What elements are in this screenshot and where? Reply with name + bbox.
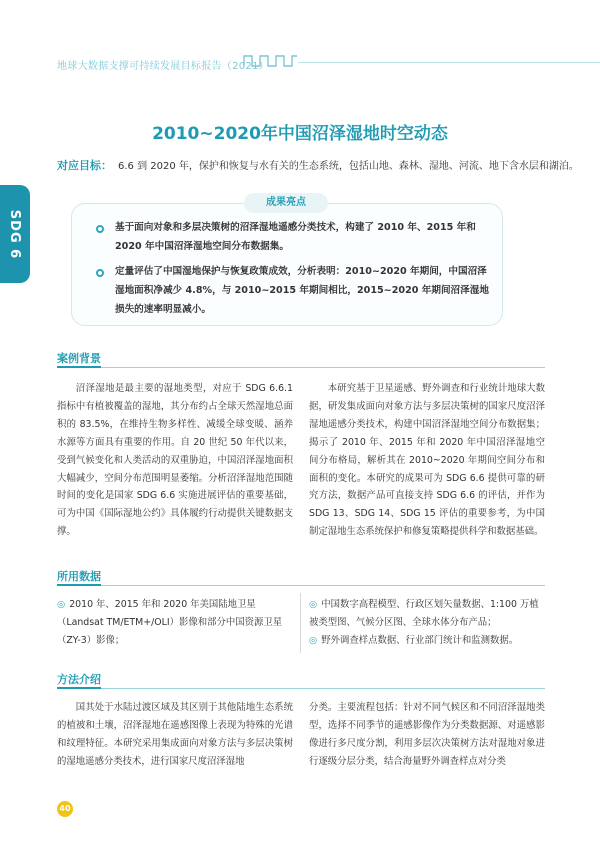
section-heading-background: 案例背景 (57, 352, 101, 365)
section-heading-method: 方法介绍 (57, 673, 101, 686)
header-decoration-icon (243, 53, 298, 67)
section-rule-accent (57, 366, 101, 368)
section-rule-accent (57, 584, 101, 586)
section-rule (57, 367, 545, 368)
data-item-2-text: 中国数字高程模型、行政区划矢量数据、1:100 万植被类型图、气候分区图、全球水体分布产品； (309, 599, 539, 628)
data-item-2 (309, 596, 545, 632)
circle-bullet-icon: ◎ (309, 635, 318, 646)
header-rule (298, 62, 600, 63)
highlight-item-1: 基于面向对象和多层决策树的沼泽湿地遥感分类技术，构建了 2010 年、2015 年和 2020 年中国沼泽湿地空间分布数据集。 (115, 222, 476, 252)
bullet-icon (96, 269, 104, 277)
section-rule (57, 585, 545, 586)
target-label: 对应目标： (57, 159, 112, 172)
column-divider (300, 593, 301, 653)
target-text: 6.6 到 2020 年，保护和恢复与水有关的生态系统，包括山地、森林、湿地、河流、地下含水层和湖泊。 (118, 161, 579, 172)
section-rule (57, 688, 545, 689)
method-paragraph-right: 分类。主要流程包括：针对不同气候区和不同沼泽湿地类型，选择不同季节的遥感影像作为分类数据源、对遥感影像进行多尺度分割，利用多层次决策树方法对湿地对象进行逐级分层分类，结合海量野外调查样点对分类 (309, 702, 545, 767)
background-paragraph-left: 沼泽湿地是最主要的湿地类型，对应于 SDG 6.6.1 指标中有植被覆盖的湿地，其分布约占全球天然湿地总面积的 83.5%，在维持生物多样性、减缓全球变暖、涵养水源等方面具有重要的作用。自 20 世纪 50 年代以来，受到气候变化和人类活动的双重胁迫，中国沼泽湿地面积大幅减少，空间分布范围明显萎缩。分析沼泽湿地范围随时间的变化是国家 SDG 6.6 实施进展评估的重要基础，可为中国《国际湿地公约》具体履约行动提供关键数据支撑。 (57, 383, 293, 538)
highlight-item-2: 定量评估了中国湿地保护与恢复政策成效，分析表明：2010~2020 年期间，中国沼泽湿地面积净减少 4.8%，与 2010~2015 年期间相比，2015~2020 年期间沼泽湿地损失的速率明显减小。 (115, 266, 489, 315)
circle-bullet-icon: ◎ (309, 599, 318, 610)
report-header-title: 地球大数据支撑可持续发展目标报告（2021） (57, 61, 270, 72)
section-heading-data: 所用数据 (57, 570, 101, 583)
sdg-side-tab-label: SDG 6 (7, 209, 23, 259)
bullet-icon (96, 225, 104, 233)
section-rule-accent (57, 687, 101, 689)
data-item-1 (57, 596, 291, 650)
data-item-1-text: 2010 年、2015 年和 2020 年美国陆地卫星（Landsat TM/ETM+/OLI）影像和部分中国资源卫星（ZY-3）影像； (57, 599, 283, 646)
page-title: 2010~2020年中国沼泽湿地时空动态 (152, 124, 448, 144)
page-number-badge: 40 (57, 801, 73, 817)
circle-bullet-icon: ◎ (57, 599, 66, 610)
highlights-heading: 成果亮点 (244, 193, 328, 213)
sdg-side-tab (0, 185, 30, 283)
background-paragraph-right: 本研究基于卫星遥感、野外调查和行业统计地球大数据，研发集成面向对象方法与多层决策树的国家尺度沼泽湿地遥感分类技术，构建中国沼泽湿地空间分布数据集；揭示了 2010 年、2015 年和 2020 年中国沼泽湿地空间分布格局，解析其在 2010~2020 年期间空间分布和面积的变化。本研究的成果可为 SDG 6.6 提供可靠的研究方法，数据产品可直接支持 SDG 6.6 的评估，并作为 SDG 13、SDG 14、SDG 15 评估的重要参考，为中国制定湿地生态系统保护和修复策略提供科学和数据基础。 (309, 383, 545, 538)
target-line (57, 157, 579, 173)
data-item-3 (309, 632, 545, 650)
data-item-3-text: 野外调查样点数据、行业部门统计和监测数据。 (321, 635, 519, 646)
method-paragraph-left: 国其处于水陆过渡区域及其区别于其他陆地生态系统的植被和土壤，沼泽湿地在遥感图像上表现为特殊的光谱和纹理特征。本研究采用集成面向对象方法与多层决策树的湿地遥感分类技术，进行国家尺度沼泽湿地 (57, 702, 293, 767)
